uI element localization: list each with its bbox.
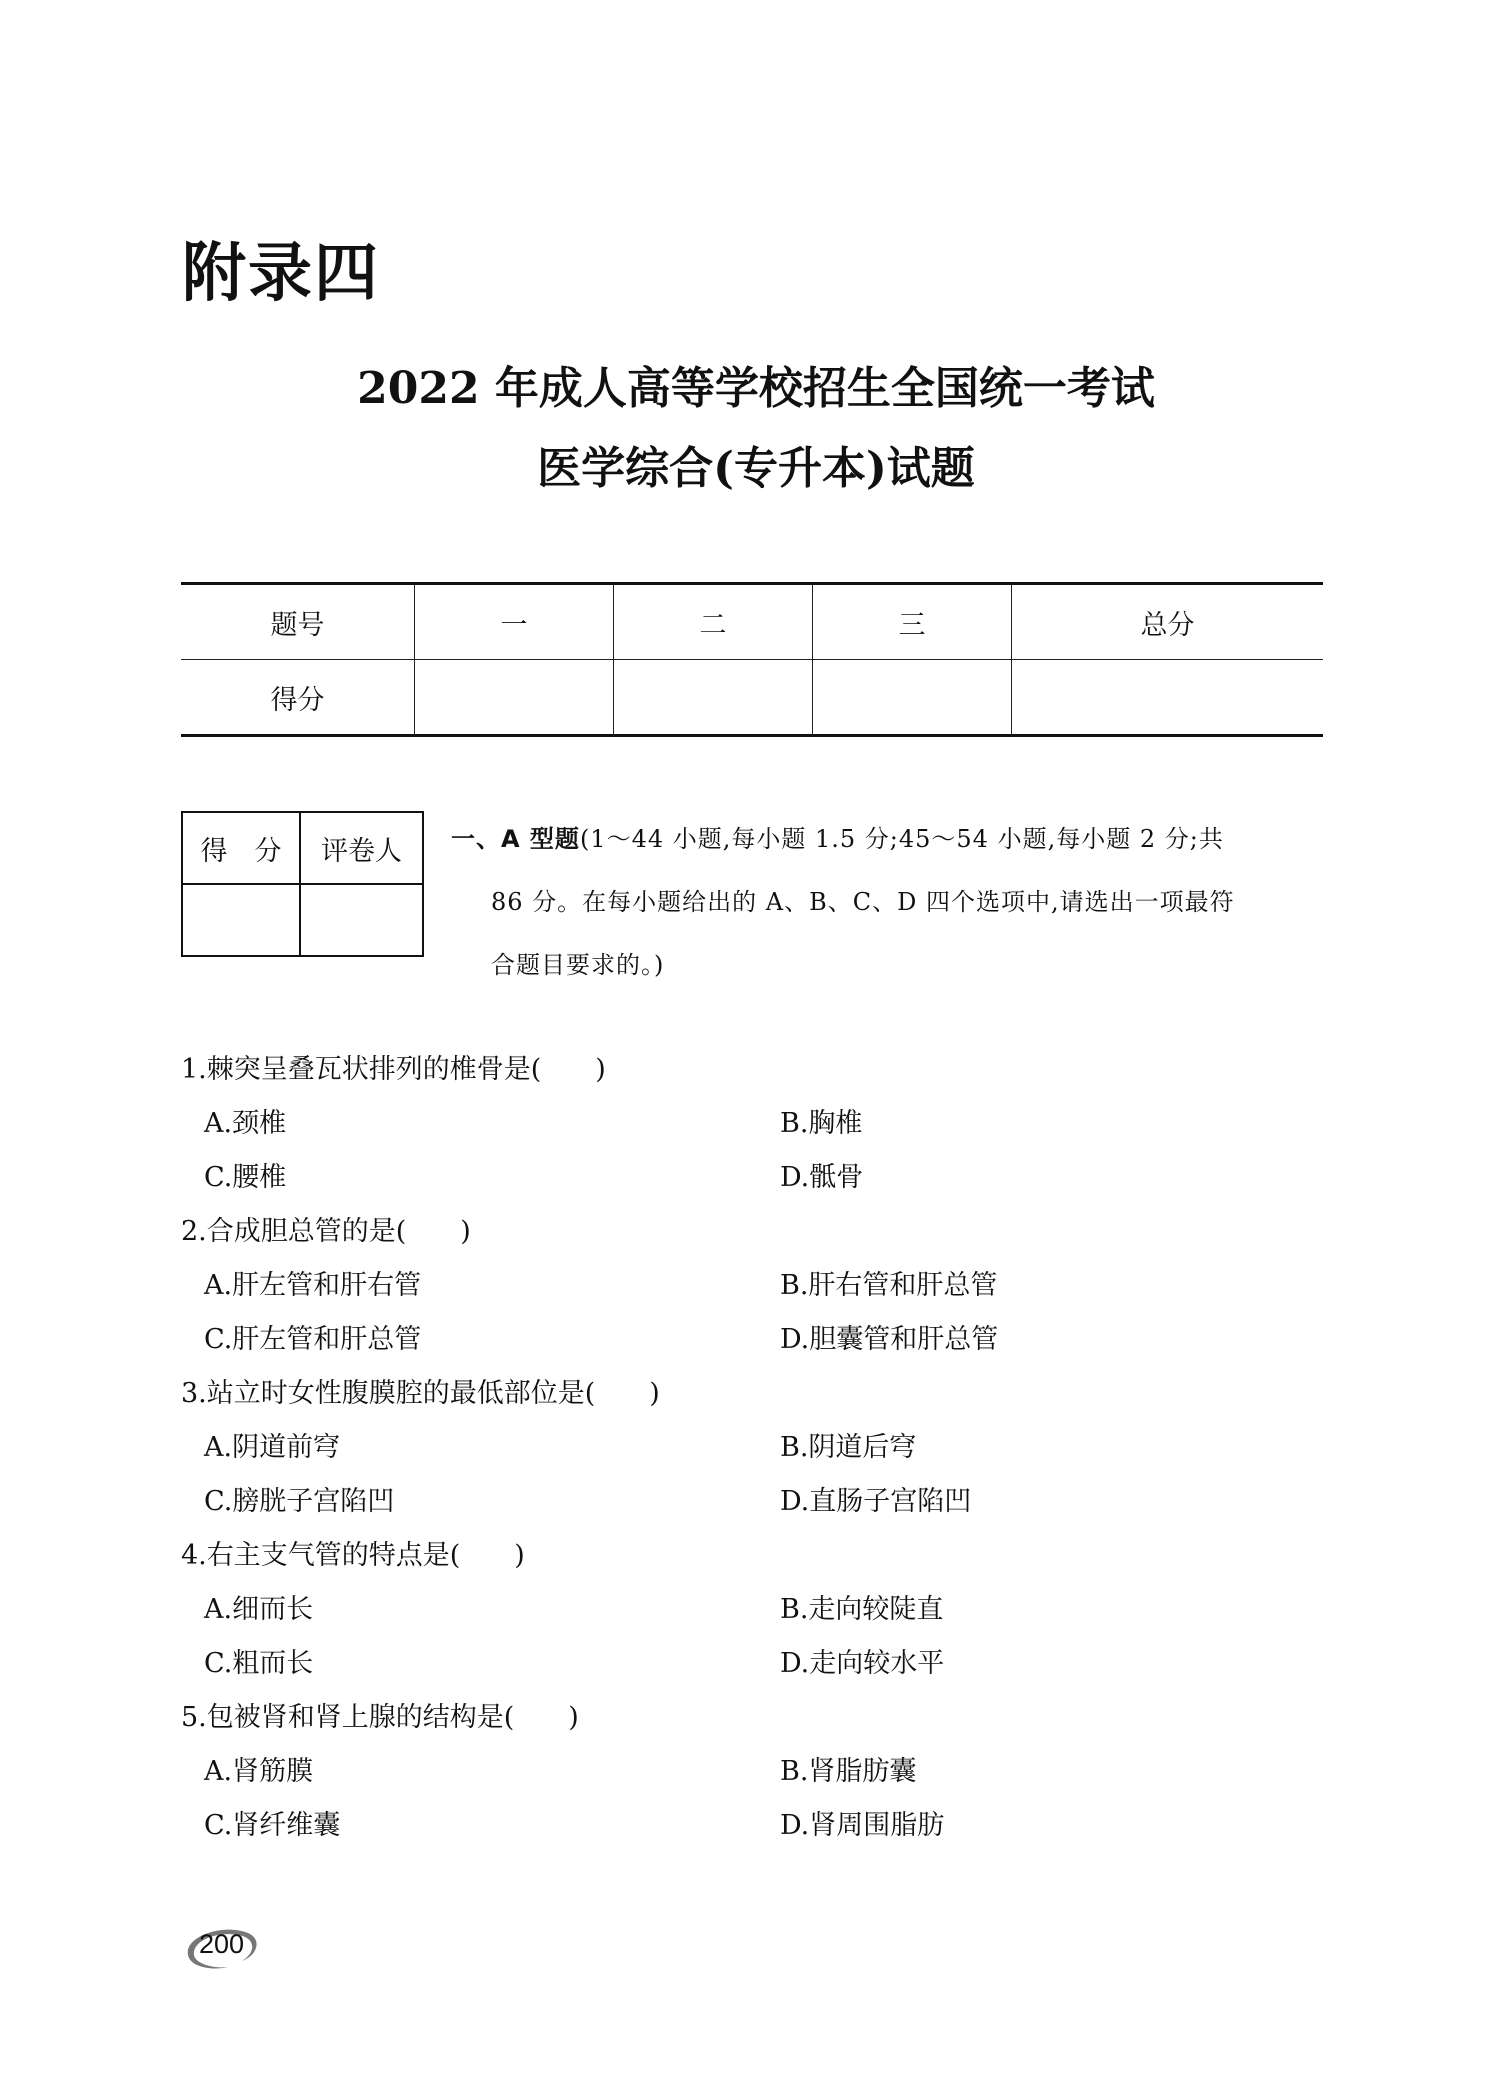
score-table-header-row	[181, 584, 1323, 660]
section-type-label: A 型题	[501, 825, 580, 853]
page-number-text: 200	[199, 1929, 245, 1959]
section-instructions-3: 合题目要求的。)	[491, 951, 665, 979]
question-list	[181, 1043, 1331, 1853]
question-item	[181, 1205, 1331, 1367]
score-table-header-cell: 二	[614, 584, 813, 660]
answer-option: A.阴道前穹	[204, 1432, 341, 1463]
score-table-header-cell: 题号	[181, 584, 415, 660]
section-instructions-1: (1～44 小题,每小题 1.5 分;45～54 小题,每小题 2 分;共	[579, 825, 1224, 853]
section-heading-line1	[451, 808, 1311, 871]
score-table-row-label: 得分	[181, 660, 415, 736]
grader-name-cell	[300, 884, 423, 956]
grader-score-cell	[182, 884, 300, 956]
answer-option: C.肾纤维囊	[204, 1810, 341, 1841]
question-item	[181, 1529, 1331, 1691]
score-table-header-cell: 三	[813, 584, 1012, 660]
exam-title-line2: 医学综合(专升本)试题	[537, 443, 975, 494]
answer-option: D.走向较水平	[780, 1648, 945, 1679]
question-item	[181, 1043, 1331, 1205]
question-stem: 5.包被肾和肾上腺的结构是( )	[181, 1702, 579, 1733]
section-instructions-2: 86 分。在每小题给出的 A、B、C、D 四个选项中,请选出一项最符	[491, 888, 1235, 916]
answer-option: C.腰椎	[204, 1162, 287, 1193]
answer-option: D.肾周围脂肪	[780, 1810, 945, 1841]
question-stem: 3.站立时女性腹膜腔的最低部位是( )	[181, 1378, 660, 1409]
answer-option: A.肾筋膜	[204, 1756, 314, 1787]
answer-option: D.胆囊管和肝总管	[780, 1324, 999, 1355]
answer-option: C.粗而长	[204, 1648, 314, 1679]
answer-option: B.肾脂肪囊	[780, 1756, 917, 1787]
section-heading	[451, 808, 1311, 997]
score-table-header-cell: 总分	[1012, 584, 1324, 660]
score-cell	[415, 660, 614, 736]
section-number: 一、	[451, 825, 501, 853]
exam-title-line1: 2022 年成人高等学校招生全国统一考试	[357, 363, 1155, 414]
answer-option: D.直肠子宫陷凹	[780, 1486, 972, 1517]
answer-option: B.肝右管和肝总管	[780, 1270, 998, 1301]
question-stem: 1.棘突呈叠瓦状排列的椎骨是( )	[181, 1054, 606, 1085]
score-cell	[614, 660, 813, 736]
question-item	[181, 1367, 1331, 1529]
score-table-header-cell: 一	[415, 584, 614, 660]
answer-option: C.肝左管和肝总管	[204, 1324, 422, 1355]
score-table-score-row	[181, 660, 1323, 736]
question-stem: 2.合成胆总管的是( )	[181, 1216, 471, 1247]
grader-score-label: 得 分	[182, 812, 300, 884]
answer-option: B.阴道后穹	[780, 1432, 917, 1463]
answer-option: B.走向较陡直	[780, 1594, 944, 1625]
score-table	[181, 582, 1323, 737]
score-cell	[813, 660, 1012, 736]
page-number	[182, 1925, 264, 1971]
question-stem: 4.右主支气管的特点是( )	[181, 1540, 525, 1571]
grader-name-label: 评卷人	[300, 812, 423, 884]
score-cell	[1012, 660, 1324, 736]
answer-option: C.膀胱子宫陷凹	[204, 1486, 395, 1517]
answer-option: A.颈椎	[204, 1108, 287, 1139]
answer-option: A.细而长	[204, 1594, 314, 1625]
question-item	[181, 1691, 1331, 1853]
grader-box	[181, 811, 424, 957]
answer-option: D.骶骨	[780, 1162, 864, 1193]
appendix-title: 附录四	[182, 237, 380, 311]
answer-option: A.肝左管和肝右管	[204, 1270, 422, 1301]
answer-option: B.胸椎	[780, 1108, 863, 1139]
